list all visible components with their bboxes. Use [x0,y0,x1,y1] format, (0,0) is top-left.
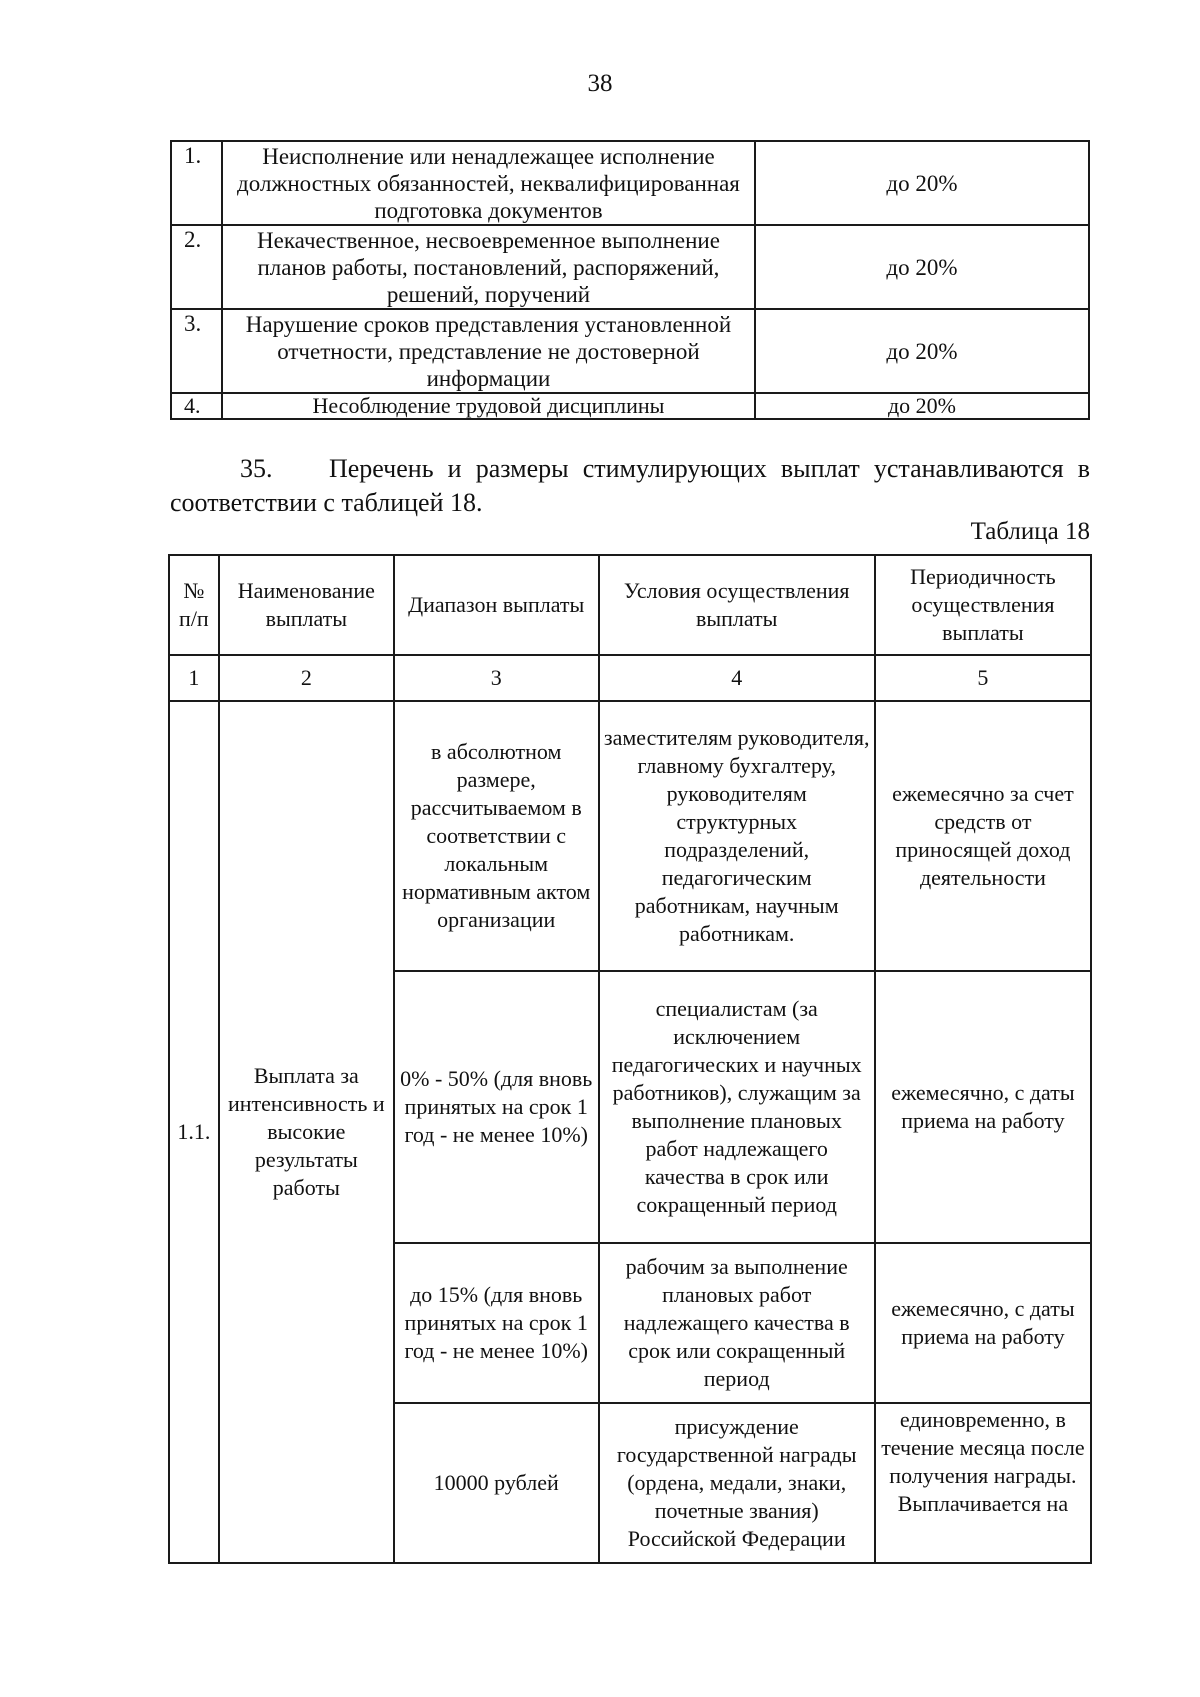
paragraph-35 [170,452,1090,520]
penalty-description: Несоблюдение трудовой дисциплины [222,393,755,419]
header-cell: Диапазон выплаты [394,555,599,655]
payment-periodicity: ежемесячно, с даты приема на работу [875,1243,1091,1403]
table-caption: Таблица 18 [970,518,1090,545]
table-row [171,225,1089,309]
table-row [171,309,1089,393]
group-number: 1.1. [169,701,219,1563]
header-cell: Наименование выплаты [219,555,394,655]
payment-range: 10000 рублей [394,1403,599,1563]
payment-name: Выплата за интенсивность и высокие результаты работы [219,701,394,1563]
payment-periodicity: ежемесячно, с даты приема на работу [875,971,1091,1243]
row-number: 2. [171,225,222,309]
row-number: 4. [171,393,222,419]
penalty-description: Некачественное, несвоевременное выполнение планов работы, постановлений, распоряжений, решений, поручений [222,225,755,309]
paragraph-text: Перечень и размеры стимулирующих выплат устанавливаются в соответствии с таблицей 18. [170,454,1091,517]
payment-conditions: специалистам (за исключением педагогических и научных работников), служащим за выполнение плановых работ надлежащего качества в срок или сокращенный период [599,971,875,1243]
penalty-amount: до 20% [755,393,1089,419]
table-row [171,393,1089,419]
payment-periodicity: единовременно, в течение месяца после получения награды. Выплачивается на [875,1403,1091,1563]
stimulus-payments-table [168,554,1092,1564]
column-number: 2 [219,655,394,701]
payment-range: 0% - 50% (для вновь принятых на срок 1 год - не менее 10%) [394,971,599,1243]
payment-conditions: присуждение государственной награды (ордена, медали, знаки, почетные звания) Российской Федерации [599,1403,875,1563]
penalty-description: Нарушение сроков представления установленной отчетности, представление не достоверной информации [222,309,755,393]
header-cell: № п/п [169,555,219,655]
column-number-row [169,655,1091,701]
table-header-row [169,555,1091,655]
payment-conditions: рабочим за выполнение плановых работ надлежащего качества в срок или сокращенный период [599,1243,875,1403]
payment-periodicity: ежемесячно за счет средств от приносящей доход деятельности [875,701,1091,971]
header-cell: Условия осуществления выплаты [599,555,875,655]
penalty-amount: до 20% [755,141,1089,225]
penalty-amount: до 20% [755,309,1089,393]
table-row [169,701,1091,971]
header-cell: Периодичность осуществления выплаты [875,555,1091,655]
row-number: 3. [171,309,222,393]
payment-range: в абсолютном размере, рассчитываемом в соответствии с локальным нормативным актом организации [394,701,599,971]
penalty-table [170,140,1090,420]
payment-conditions: заместителям руководителя, главному бухгалтеру, руководителям структурных подразделений, педагогическим работникам, научным работникам. [599,701,875,971]
table-row [171,141,1089,225]
column-number: 3 [394,655,599,701]
column-number: 5 [875,655,1091,701]
page-number: 38 [587,70,613,97]
column-number: 1 [169,655,219,701]
row-number: 1. [171,141,222,225]
penalty-amount: до 20% [755,225,1089,309]
paragraph-number: 35. [240,454,273,483]
payment-range: до 15% (для вновь принятых на срок 1 год - не менее 10%) [394,1243,599,1403]
column-number: 4 [599,655,875,701]
penalty-description: Неисполнение или ненадлежащее исполнение должностных обязанностей, неквалифицированная подготовка документов [222,141,755,225]
